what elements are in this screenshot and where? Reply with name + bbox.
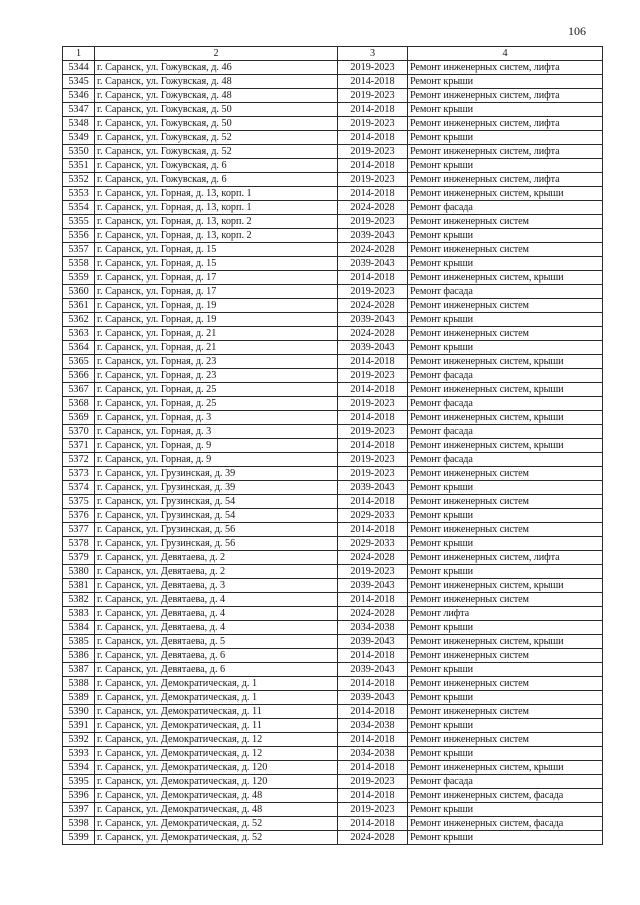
work-type-cell: Ремонт инженерных систем, лифта xyxy=(408,145,603,159)
table-row xyxy=(63,271,603,285)
row-number: 5382 xyxy=(63,593,95,607)
row-number: 5385 xyxy=(63,635,95,649)
address-cell: г. Саранск, ул. Гожувская, д. 6 xyxy=(95,173,338,187)
row-number: 5378 xyxy=(63,537,95,551)
table-row xyxy=(63,509,603,523)
table-row xyxy=(63,285,603,299)
table-row xyxy=(63,313,603,327)
period-cell: 2019-2023 xyxy=(338,397,408,411)
period-cell: 2019-2023 xyxy=(338,89,408,103)
work-type-cell: Ремонт инженерных систем, крыши xyxy=(408,761,603,775)
work-type-cell: Ремонт крыши xyxy=(408,719,603,733)
work-type-cell: Ремонт фасада xyxy=(408,285,603,299)
period-cell: 2039-2043 xyxy=(338,313,408,327)
work-type-cell: Ремонт крыши xyxy=(408,481,603,495)
period-cell: 2039-2043 xyxy=(338,663,408,677)
address-cell: г. Саранск, ул. Демократическая, д. 11 xyxy=(95,719,338,733)
work-type-cell: Ремонт инженерных систем, фасада xyxy=(408,789,603,803)
period-cell: 2014-2018 xyxy=(338,355,408,369)
column-header-4: 4 xyxy=(408,47,603,61)
table-row xyxy=(63,523,603,537)
table-row xyxy=(63,173,603,187)
work-type-cell: Ремонт инженерных систем xyxy=(408,299,603,313)
address-cell: г. Саранск, ул. Грузинская, д. 54 xyxy=(95,495,338,509)
row-number: 5395 xyxy=(63,775,95,789)
address-cell: г. Саранск, ул. Демократическая, д. 52 xyxy=(95,831,338,845)
address-cell: г. Саранск, ул. Горная, д. 9 xyxy=(95,453,338,467)
period-cell: 2014-2018 xyxy=(338,103,408,117)
row-number: 5354 xyxy=(63,201,95,215)
page-number: 106 xyxy=(568,24,586,38)
address-cell: г. Саранск, ул. Горная, д. 17 xyxy=(95,285,338,299)
address-cell: г. Саранск, ул. Горная, д. 23 xyxy=(95,369,338,383)
address-cell: г. Саранск, ул. Горная, д. 15 xyxy=(95,243,338,257)
row-number: 5360 xyxy=(63,285,95,299)
address-cell: г. Саранск, ул. Горная, д. 9 xyxy=(95,439,338,453)
period-cell: 2034-2038 xyxy=(338,719,408,733)
period-cell: 2014-2018 xyxy=(338,705,408,719)
table-row xyxy=(63,537,603,551)
table-row xyxy=(63,789,603,803)
work-type-cell: Ремонт крыши xyxy=(408,537,603,551)
table-row xyxy=(63,355,603,369)
period-cell: 2019-2023 xyxy=(338,61,408,75)
address-cell: г. Саранск, ул. Грузинская, д. 56 xyxy=(95,537,338,551)
row-number: 5374 xyxy=(63,481,95,495)
row-number: 5347 xyxy=(63,103,95,117)
table-row xyxy=(63,593,603,607)
address-cell: г. Саранск, ул. Девятаева, д. 4 xyxy=(95,593,338,607)
period-cell: 2014-2018 xyxy=(338,523,408,537)
row-number: 5380 xyxy=(63,565,95,579)
work-type-cell: Ремонт инженерных систем xyxy=(408,523,603,537)
work-type-cell: Ремонт инженерных систем, крыши xyxy=(408,355,603,369)
address-cell: г. Саранск, ул. Демократическая, д. 48 xyxy=(95,789,338,803)
address-cell: г. Саранск, ул. Девятаева, д. 2 xyxy=(95,565,338,579)
row-number: 5356 xyxy=(63,229,95,243)
address-cell: г. Саранск, ул. Горная, д. 13, корп. 2 xyxy=(95,229,338,243)
table-row xyxy=(63,89,603,103)
repair-schedule-table xyxy=(62,46,603,845)
table-row xyxy=(63,565,603,579)
row-number: 5350 xyxy=(63,145,95,159)
row-number: 5353 xyxy=(63,187,95,201)
work-type-cell: Ремонт фасада xyxy=(408,201,603,215)
row-number: 5394 xyxy=(63,761,95,775)
period-cell: 2014-2018 xyxy=(338,159,408,173)
work-type-cell: Ремонт инженерных систем xyxy=(408,243,603,257)
address-cell: г. Саранск, ул. Девятаева, д. 4 xyxy=(95,621,338,635)
work-type-cell: Ремонт крыши xyxy=(408,75,603,89)
row-number: 5389 xyxy=(63,691,95,705)
work-type-cell: Ремонт инженерных систем, крыши xyxy=(408,439,603,453)
table-row xyxy=(63,747,603,761)
work-type-cell: Ремонт инженерных систем, фасада xyxy=(408,817,603,831)
column-header-3: 3 xyxy=(338,47,408,61)
table-row xyxy=(63,425,603,439)
row-number: 5381 xyxy=(63,579,95,593)
table-row xyxy=(63,803,603,817)
period-cell: 2019-2023 xyxy=(338,467,408,481)
table-row xyxy=(63,117,603,131)
row-number: 5359 xyxy=(63,271,95,285)
address-cell: г. Саранск, ул. Демократическая, д. 12 xyxy=(95,747,338,761)
address-cell: г. Саранск, ул. Гожувская, д. 46 xyxy=(95,61,338,75)
row-number: 5371 xyxy=(63,439,95,453)
address-cell: г. Саранск, ул. Горная, д. 19 xyxy=(95,299,338,313)
table-row xyxy=(63,817,603,831)
address-cell: г. Саранск, ул. Демократическая, д. 11 xyxy=(95,705,338,719)
table-row xyxy=(63,439,603,453)
row-number: 5365 xyxy=(63,355,95,369)
address-cell: г. Саранск, ул. Гожувская, д. 50 xyxy=(95,103,338,117)
row-number: 5349 xyxy=(63,131,95,145)
table-row xyxy=(63,411,603,425)
address-cell: г. Саранск, ул. Горная, д. 25 xyxy=(95,383,338,397)
table-row xyxy=(63,215,603,229)
work-type-cell: Ремонт инженерных систем, лифта xyxy=(408,173,603,187)
work-type-cell: Ремонт крыши xyxy=(408,565,603,579)
work-type-cell: Ремонт крыши xyxy=(408,621,603,635)
period-cell: 2014-2018 xyxy=(338,271,408,285)
period-cell: 2019-2023 xyxy=(338,425,408,439)
work-type-cell: Ремонт крыши xyxy=(408,103,603,117)
work-type-cell: Ремонт инженерных систем, крыши xyxy=(408,271,603,285)
address-cell: г. Саранск, ул. Гожувская, д. 52 xyxy=(95,145,338,159)
period-cell: 2039-2043 xyxy=(338,229,408,243)
table-row xyxy=(63,327,603,341)
table-row xyxy=(63,705,603,719)
period-cell: 2039-2043 xyxy=(338,579,408,593)
row-number: 5391 xyxy=(63,719,95,733)
table-body xyxy=(63,61,603,845)
period-cell: 2014-2018 xyxy=(338,593,408,607)
period-cell: 2019-2023 xyxy=(338,173,408,187)
address-cell: г. Саранск, ул. Горная, д. 21 xyxy=(95,341,338,355)
period-cell: 2024-2028 xyxy=(338,607,408,621)
address-cell: г. Саранск, ул. Горная, д. 13, корп. 2 xyxy=(95,215,338,229)
period-cell: 2019-2023 xyxy=(338,453,408,467)
work-type-cell: Ремонт лифта xyxy=(408,607,603,621)
period-cell: 2024-2028 xyxy=(338,551,408,565)
row-number: 5361 xyxy=(63,299,95,313)
table-row xyxy=(63,663,603,677)
period-cell: 2014-2018 xyxy=(338,75,408,89)
address-cell: г. Саранск, ул. Девятаева, д. 2 xyxy=(95,551,338,565)
row-number: 5390 xyxy=(63,705,95,719)
address-cell: г. Саранск, ул. Гожувская, д. 48 xyxy=(95,89,338,103)
address-cell: г. Саранск, ул. Девятаева, д. 3 xyxy=(95,579,338,593)
row-number: 5384 xyxy=(63,621,95,635)
table-row xyxy=(63,369,603,383)
work-type-cell: Ремонт инженерных систем xyxy=(408,677,603,691)
table-row xyxy=(63,467,603,481)
period-cell: 2024-2028 xyxy=(338,327,408,341)
row-number: 5392 xyxy=(63,733,95,747)
work-type-cell: Ремонт инженерных систем, крыши xyxy=(408,411,603,425)
table-row xyxy=(63,733,603,747)
address-cell: г. Саранск, ул. Демократическая, д. 12 xyxy=(95,733,338,747)
row-number: 5357 xyxy=(63,243,95,257)
address-cell: г. Саранск, ул. Девятаева, д. 6 xyxy=(95,663,338,677)
row-number: 5364 xyxy=(63,341,95,355)
period-cell: 2024-2028 xyxy=(338,201,408,215)
table-row xyxy=(63,243,603,257)
work-type-cell: Ремонт инженерных систем, лифта xyxy=(408,117,603,131)
period-cell: 2024-2028 xyxy=(338,299,408,313)
work-type-cell: Ремонт фасада xyxy=(408,369,603,383)
table-row xyxy=(63,551,603,565)
column-header-2: 2 xyxy=(95,47,338,61)
work-type-cell: Ремонт крыши xyxy=(408,747,603,761)
period-cell: 2014-2018 xyxy=(338,789,408,803)
row-number: 5358 xyxy=(63,257,95,271)
column-header-1: 1 xyxy=(63,47,95,61)
work-type-cell: Ремонт инженерных систем xyxy=(408,705,603,719)
period-cell: 2014-2018 xyxy=(338,411,408,425)
table-row xyxy=(63,229,603,243)
work-type-cell: Ремонт инженерных систем, крыши xyxy=(408,579,603,593)
table-row xyxy=(63,495,603,509)
work-type-cell: Ремонт фасада xyxy=(408,425,603,439)
table-row xyxy=(63,761,603,775)
address-cell: г. Саранск, ул. Горная, д. 13, корп. 1 xyxy=(95,187,338,201)
work-type-cell: Ремонт крыши xyxy=(408,313,603,327)
work-type-cell: Ремонт инженерных систем, лифта xyxy=(408,551,603,565)
table-row xyxy=(63,607,603,621)
address-cell: г. Саранск, ул. Грузинская, д. 56 xyxy=(95,523,338,537)
period-cell: 2019-2023 xyxy=(338,803,408,817)
period-cell: 2014-2018 xyxy=(338,495,408,509)
row-number: 5351 xyxy=(63,159,95,173)
work-type-cell: Ремонт инженерных систем xyxy=(408,467,603,481)
row-number: 5372 xyxy=(63,453,95,467)
period-cell: 2019-2023 xyxy=(338,285,408,299)
address-cell: г. Саранск, ул. Демократическая, д. 1 xyxy=(95,677,338,691)
row-number: 5346 xyxy=(63,89,95,103)
period-cell: 2014-2018 xyxy=(338,187,408,201)
address-cell: г. Саранск, ул. Демократическая, д. 120 xyxy=(95,761,338,775)
address-cell: г. Саранск, ул. Горная, д. 17 xyxy=(95,271,338,285)
period-cell: 2014-2018 xyxy=(338,677,408,691)
row-number: 5397 xyxy=(63,803,95,817)
work-type-cell: Ремонт крыши xyxy=(408,131,603,145)
address-cell: г. Саранск, ул. Гожувская, д. 52 xyxy=(95,131,338,145)
table-row xyxy=(63,61,603,75)
row-number: 5377 xyxy=(63,523,95,537)
work-type-cell: Ремонт инженерных систем xyxy=(408,327,603,341)
period-cell: 2019-2023 xyxy=(338,145,408,159)
table-row xyxy=(63,775,603,789)
address-cell: г. Саранск, ул. Демократическая, д. 1 xyxy=(95,691,338,705)
address-cell: г. Саранск, ул. Горная, д. 3 xyxy=(95,425,338,439)
row-number: 5398 xyxy=(63,817,95,831)
period-cell: 2014-2018 xyxy=(338,733,408,747)
table-row xyxy=(63,691,603,705)
row-number: 5387 xyxy=(63,663,95,677)
row-number: 5393 xyxy=(63,747,95,761)
table-header-row xyxy=(63,47,603,61)
address-cell: г. Саранск, ул. Демократическая, д. 48 xyxy=(95,803,338,817)
row-number: 5388 xyxy=(63,677,95,691)
address-cell: г. Саранск, ул. Гожувская, д. 50 xyxy=(95,117,338,131)
row-number: 5370 xyxy=(63,425,95,439)
period-cell: 2014-2018 xyxy=(338,817,408,831)
address-cell: г. Саранск, ул. Горная, д. 3 xyxy=(95,411,338,425)
work-type-cell: Ремонт крыши xyxy=(408,691,603,705)
row-number: 5375 xyxy=(63,495,95,509)
row-number: 5399 xyxy=(63,831,95,845)
period-cell: 2019-2023 xyxy=(338,565,408,579)
work-type-cell: Ремонт крыши xyxy=(408,663,603,677)
period-cell: 2014-2018 xyxy=(338,439,408,453)
table-row xyxy=(63,75,603,89)
period-cell: 2019-2023 xyxy=(338,369,408,383)
table-row xyxy=(63,257,603,271)
table-row xyxy=(63,719,603,733)
row-number: 5348 xyxy=(63,117,95,131)
table-row xyxy=(63,145,603,159)
work-type-cell: Ремонт инженерных систем xyxy=(408,215,603,229)
row-number: 5379 xyxy=(63,551,95,565)
work-type-cell: Ремонт инженерных систем xyxy=(408,593,603,607)
row-number: 5363 xyxy=(63,327,95,341)
period-cell: 2019-2023 xyxy=(338,215,408,229)
period-cell: 2029-2033 xyxy=(338,537,408,551)
work-type-cell: Ремонт инженерных систем xyxy=(408,649,603,663)
table-row xyxy=(63,621,603,635)
period-cell: 2019-2023 xyxy=(338,775,408,789)
row-number: 5369 xyxy=(63,411,95,425)
work-type-cell: Ремонт фасада xyxy=(408,775,603,789)
table-row xyxy=(63,635,603,649)
row-number: 5376 xyxy=(63,509,95,523)
work-type-cell: Ремонт крыши xyxy=(408,509,603,523)
period-cell: 2039-2043 xyxy=(338,635,408,649)
address-cell: г. Саранск, ул. Демократическая, д. 52 xyxy=(95,817,338,831)
address-cell: г. Саранск, ул. Гожувская, д. 6 xyxy=(95,159,338,173)
table-row xyxy=(63,131,603,145)
work-type-cell: Ремонт крыши xyxy=(408,803,603,817)
address-cell: г. Саранск, ул. Гожувская, д. 48 xyxy=(95,75,338,89)
address-cell: г. Саранск, ул. Демократическая, д. 120 xyxy=(95,775,338,789)
work-type-cell: Ремонт инженерных систем, крыши xyxy=(408,187,603,201)
period-cell: 2014-2018 xyxy=(338,383,408,397)
table-row xyxy=(63,299,603,313)
row-number: 5396 xyxy=(63,789,95,803)
table-row xyxy=(63,383,603,397)
row-number: 5345 xyxy=(63,75,95,89)
table-row xyxy=(63,341,603,355)
row-number: 5383 xyxy=(63,607,95,621)
period-cell: 2024-2028 xyxy=(338,831,408,845)
period-cell: 2029-2033 xyxy=(338,509,408,523)
period-cell: 2019-2023 xyxy=(338,117,408,131)
row-number: 5386 xyxy=(63,649,95,663)
table-row xyxy=(63,831,603,845)
work-type-cell: Ремонт фасада xyxy=(408,453,603,467)
period-cell: 2039-2043 xyxy=(338,481,408,495)
row-number: 5366 xyxy=(63,369,95,383)
period-cell: 2014-2018 xyxy=(338,131,408,145)
address-cell: г. Саранск, ул. Горная, д. 19 xyxy=(95,313,338,327)
period-cell: 2034-2038 xyxy=(338,747,408,761)
table-row xyxy=(63,677,603,691)
work-type-cell: Ремонт инженерных систем xyxy=(408,733,603,747)
period-cell: 2039-2043 xyxy=(338,691,408,705)
address-cell: г. Саранск, ул. Грузинская, д. 39 xyxy=(95,481,338,495)
row-number: 5352 xyxy=(63,173,95,187)
table-row xyxy=(63,187,603,201)
address-cell: г. Саранск, ул. Горная, д. 25 xyxy=(95,397,338,411)
period-cell: 2039-2043 xyxy=(338,341,408,355)
row-number: 5355 xyxy=(63,215,95,229)
table-row xyxy=(63,481,603,495)
row-number: 5367 xyxy=(63,383,95,397)
address-cell: г. Саранск, ул. Грузинская, д. 54 xyxy=(95,509,338,523)
work-type-cell: Ремонт инженерных систем xyxy=(408,495,603,509)
row-number: 5368 xyxy=(63,397,95,411)
work-type-cell: Ремонт инженерных систем, лифта xyxy=(408,89,603,103)
work-type-cell: Ремонт крыши xyxy=(408,159,603,173)
row-number: 5373 xyxy=(63,467,95,481)
address-cell: г. Саранск, ул. Горная, д. 13, корп. 1 xyxy=(95,201,338,215)
address-cell: г. Саранск, ул. Горная, д. 15 xyxy=(95,257,338,271)
work-type-cell: Ремонт крыши xyxy=(408,257,603,271)
period-cell: 2034-2038 xyxy=(338,621,408,635)
work-type-cell: Ремонт инженерных систем, крыши xyxy=(408,383,603,397)
work-type-cell: Ремонт крыши xyxy=(408,229,603,243)
work-type-cell: Ремонт фасада xyxy=(408,397,603,411)
table-row xyxy=(63,103,603,117)
work-type-cell: Ремонт инженерных систем, лифта xyxy=(408,61,603,75)
table-row xyxy=(63,579,603,593)
address-cell: г. Саранск, ул. Горная, д. 23 xyxy=(95,355,338,369)
address-cell: г. Саранск, ул. Горная, д. 21 xyxy=(95,327,338,341)
address-cell: г. Саранск, ул. Грузинская, д. 39 xyxy=(95,467,338,481)
table-row xyxy=(63,201,603,215)
address-cell: г. Саранск, ул. Девятаева, д. 6 xyxy=(95,649,338,663)
work-type-cell: Ремонт крыши xyxy=(408,831,603,845)
period-cell: 2024-2028 xyxy=(338,243,408,257)
row-number: 5362 xyxy=(63,313,95,327)
work-type-cell: Ремонт инженерных систем, крыши xyxy=(408,635,603,649)
table-row xyxy=(63,159,603,173)
table-row xyxy=(63,397,603,411)
row-number: 5344 xyxy=(63,61,95,75)
period-cell: 2039-2043 xyxy=(338,257,408,271)
address-cell: г. Саранск, ул. Девятаева, д. 5 xyxy=(95,635,338,649)
address-cell: г. Саранск, ул. Девятаева, д. 4 xyxy=(95,607,338,621)
table-row xyxy=(63,649,603,663)
period-cell: 2014-2018 xyxy=(338,649,408,663)
period-cell: 2014-2018 xyxy=(338,761,408,775)
table-row xyxy=(63,453,603,467)
work-type-cell: Ремонт крыши xyxy=(408,341,603,355)
